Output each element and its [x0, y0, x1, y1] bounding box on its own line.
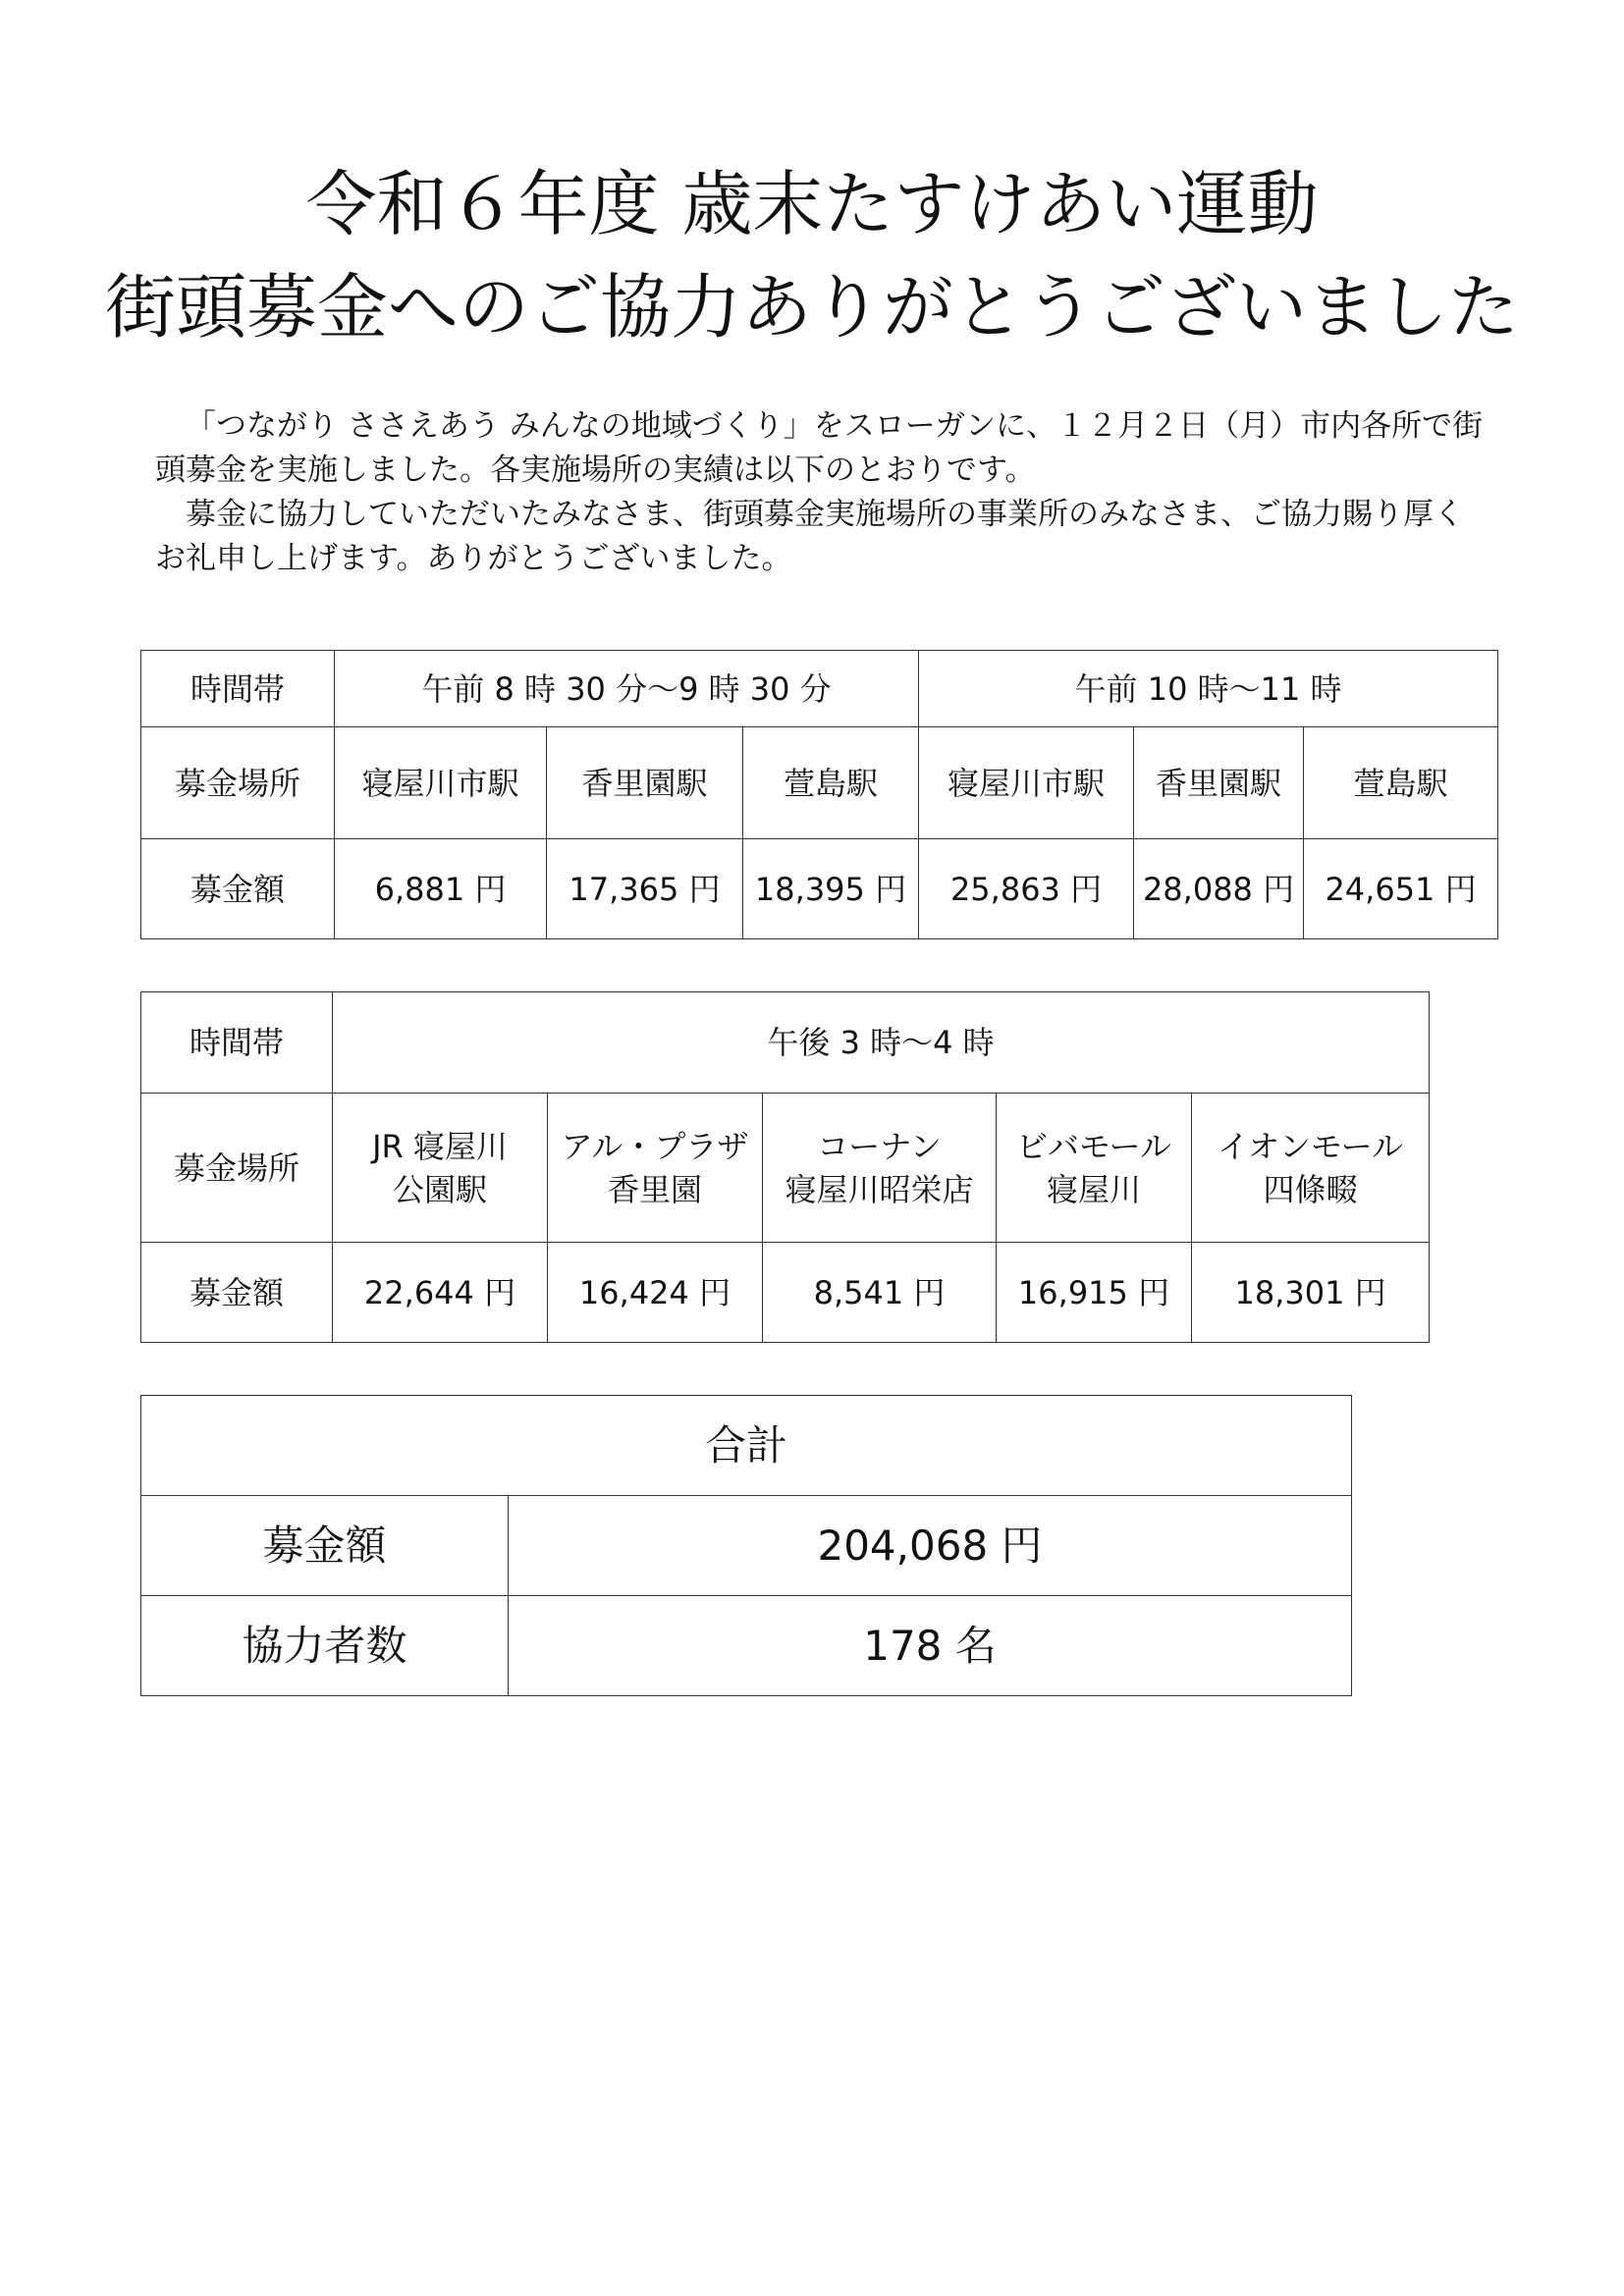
total-amount-label-cell: 募金額: [141, 1496, 509, 1596]
table-row: [141, 1496, 1352, 1596]
total-header-cell: 合計: [141, 1396, 1352, 1496]
total-people-label-cell: 協力者数: [141, 1596, 509, 1696]
table-row: [141, 1596, 1352, 1696]
place-cell: 萱島駅: [1304, 727, 1498, 839]
table-row: [141, 1243, 1430, 1343]
place-line-2: 寝屋川: [1046, 1170, 1141, 1208]
table-row: [141, 727, 1498, 839]
page-title-line-2: 街頭募金へのご協力ありがとうございました: [104, 266, 1519, 348]
place-cell: [763, 1094, 997, 1243]
amount-cell: 25,863 円: [919, 839, 1134, 939]
place-cell: 香里園駅: [1134, 727, 1304, 839]
place-cell: 寝屋川市駅: [919, 727, 1134, 839]
table-row: [141, 839, 1498, 939]
place-cell: 萱島駅: [743, 727, 919, 839]
place-cell: 香里園駅: [547, 727, 743, 839]
place-line-2: 四條畷: [1263, 1170, 1358, 1208]
page-title-line-1: 令和６年度 歳末たすけあい運動: [305, 163, 1319, 245]
intro-paragraph-2: 募金に協力していただいたみなさま、街頭募金実施場所の事業所のみなさま、ご協力賜り厚くお礼申し上げます。ありがとうございました。: [155, 497, 1464, 576]
table-row: [141, 1094, 1430, 1243]
time-slot-cell: 午後 3 時～4 時: [333, 992, 1430, 1094]
afternoon-donation-table: [140, 991, 1430, 1343]
place-label-cell: 募金場所: [141, 727, 335, 839]
amount-cell: 24,651 円: [1304, 839, 1498, 939]
amount-cell: 17,365 円: [547, 839, 743, 939]
place-cell: 寝屋川市駅: [335, 727, 547, 839]
place-line-2: 寝屋川昭栄店: [785, 1170, 974, 1208]
total-people-cell: 178 名: [509, 1596, 1352, 1696]
place-line-1: JR 寝屋川: [372, 1127, 508, 1165]
amount-cell: 8,541 円: [763, 1243, 997, 1343]
time-label-cell: 時間帯: [141, 651, 335, 727]
amount-cell: 18,301 円: [1192, 1243, 1430, 1343]
place-line-1: ビバモール: [1015, 1127, 1172, 1165]
intro-paragraph-1: 「つながり ささえあう みんなの地域づくり」をスローガンに、１２月２日（月）市内各所で街頭募金を実施しました。各実施場所の実績は以下のとおりです。: [155, 408, 1484, 488]
amount-cell: 18,395 円: [743, 839, 919, 939]
time-slot-cell: 午前 10 時～11 時: [919, 651, 1498, 727]
place-line-2: 香里園: [607, 1170, 702, 1208]
place-line-1: イオンモール: [1217, 1127, 1404, 1165]
time-slot-cell: 午前 8 時 30 分～9 時 30 分: [335, 651, 919, 727]
table-row: [141, 651, 1498, 727]
place-cell: [1192, 1094, 1430, 1243]
place-line-1: アル・プラザ: [561, 1127, 749, 1165]
place-cell: [333, 1094, 548, 1243]
table-row: [141, 992, 1430, 1094]
intro-text: [155, 404, 1490, 581]
amount-cell: 16,424 円: [548, 1243, 763, 1343]
place-cell: [548, 1094, 763, 1243]
morning-donation-table: [140, 650, 1498, 939]
amount-label-cell: 募金額: [141, 1243, 333, 1343]
place-cell: [997, 1094, 1192, 1243]
amount-cell: 22,644 円: [333, 1243, 548, 1343]
total-table: [140, 1395, 1352, 1696]
place-label-cell: 募金場所: [141, 1094, 333, 1243]
place-line-1: コーナン: [817, 1127, 942, 1165]
amount-cell: 6,881 円: [335, 839, 547, 939]
amount-cell: 16,915 円: [997, 1243, 1192, 1343]
total-amount-cell: 204,068 円: [509, 1496, 1352, 1596]
table-row: [141, 1396, 1352, 1496]
amount-label-cell: 募金額: [141, 839, 335, 939]
place-line-2: 公園駅: [392, 1170, 487, 1208]
amount-cell: 28,088 円: [1134, 839, 1304, 939]
time-label-cell: 時間帯: [141, 992, 333, 1094]
